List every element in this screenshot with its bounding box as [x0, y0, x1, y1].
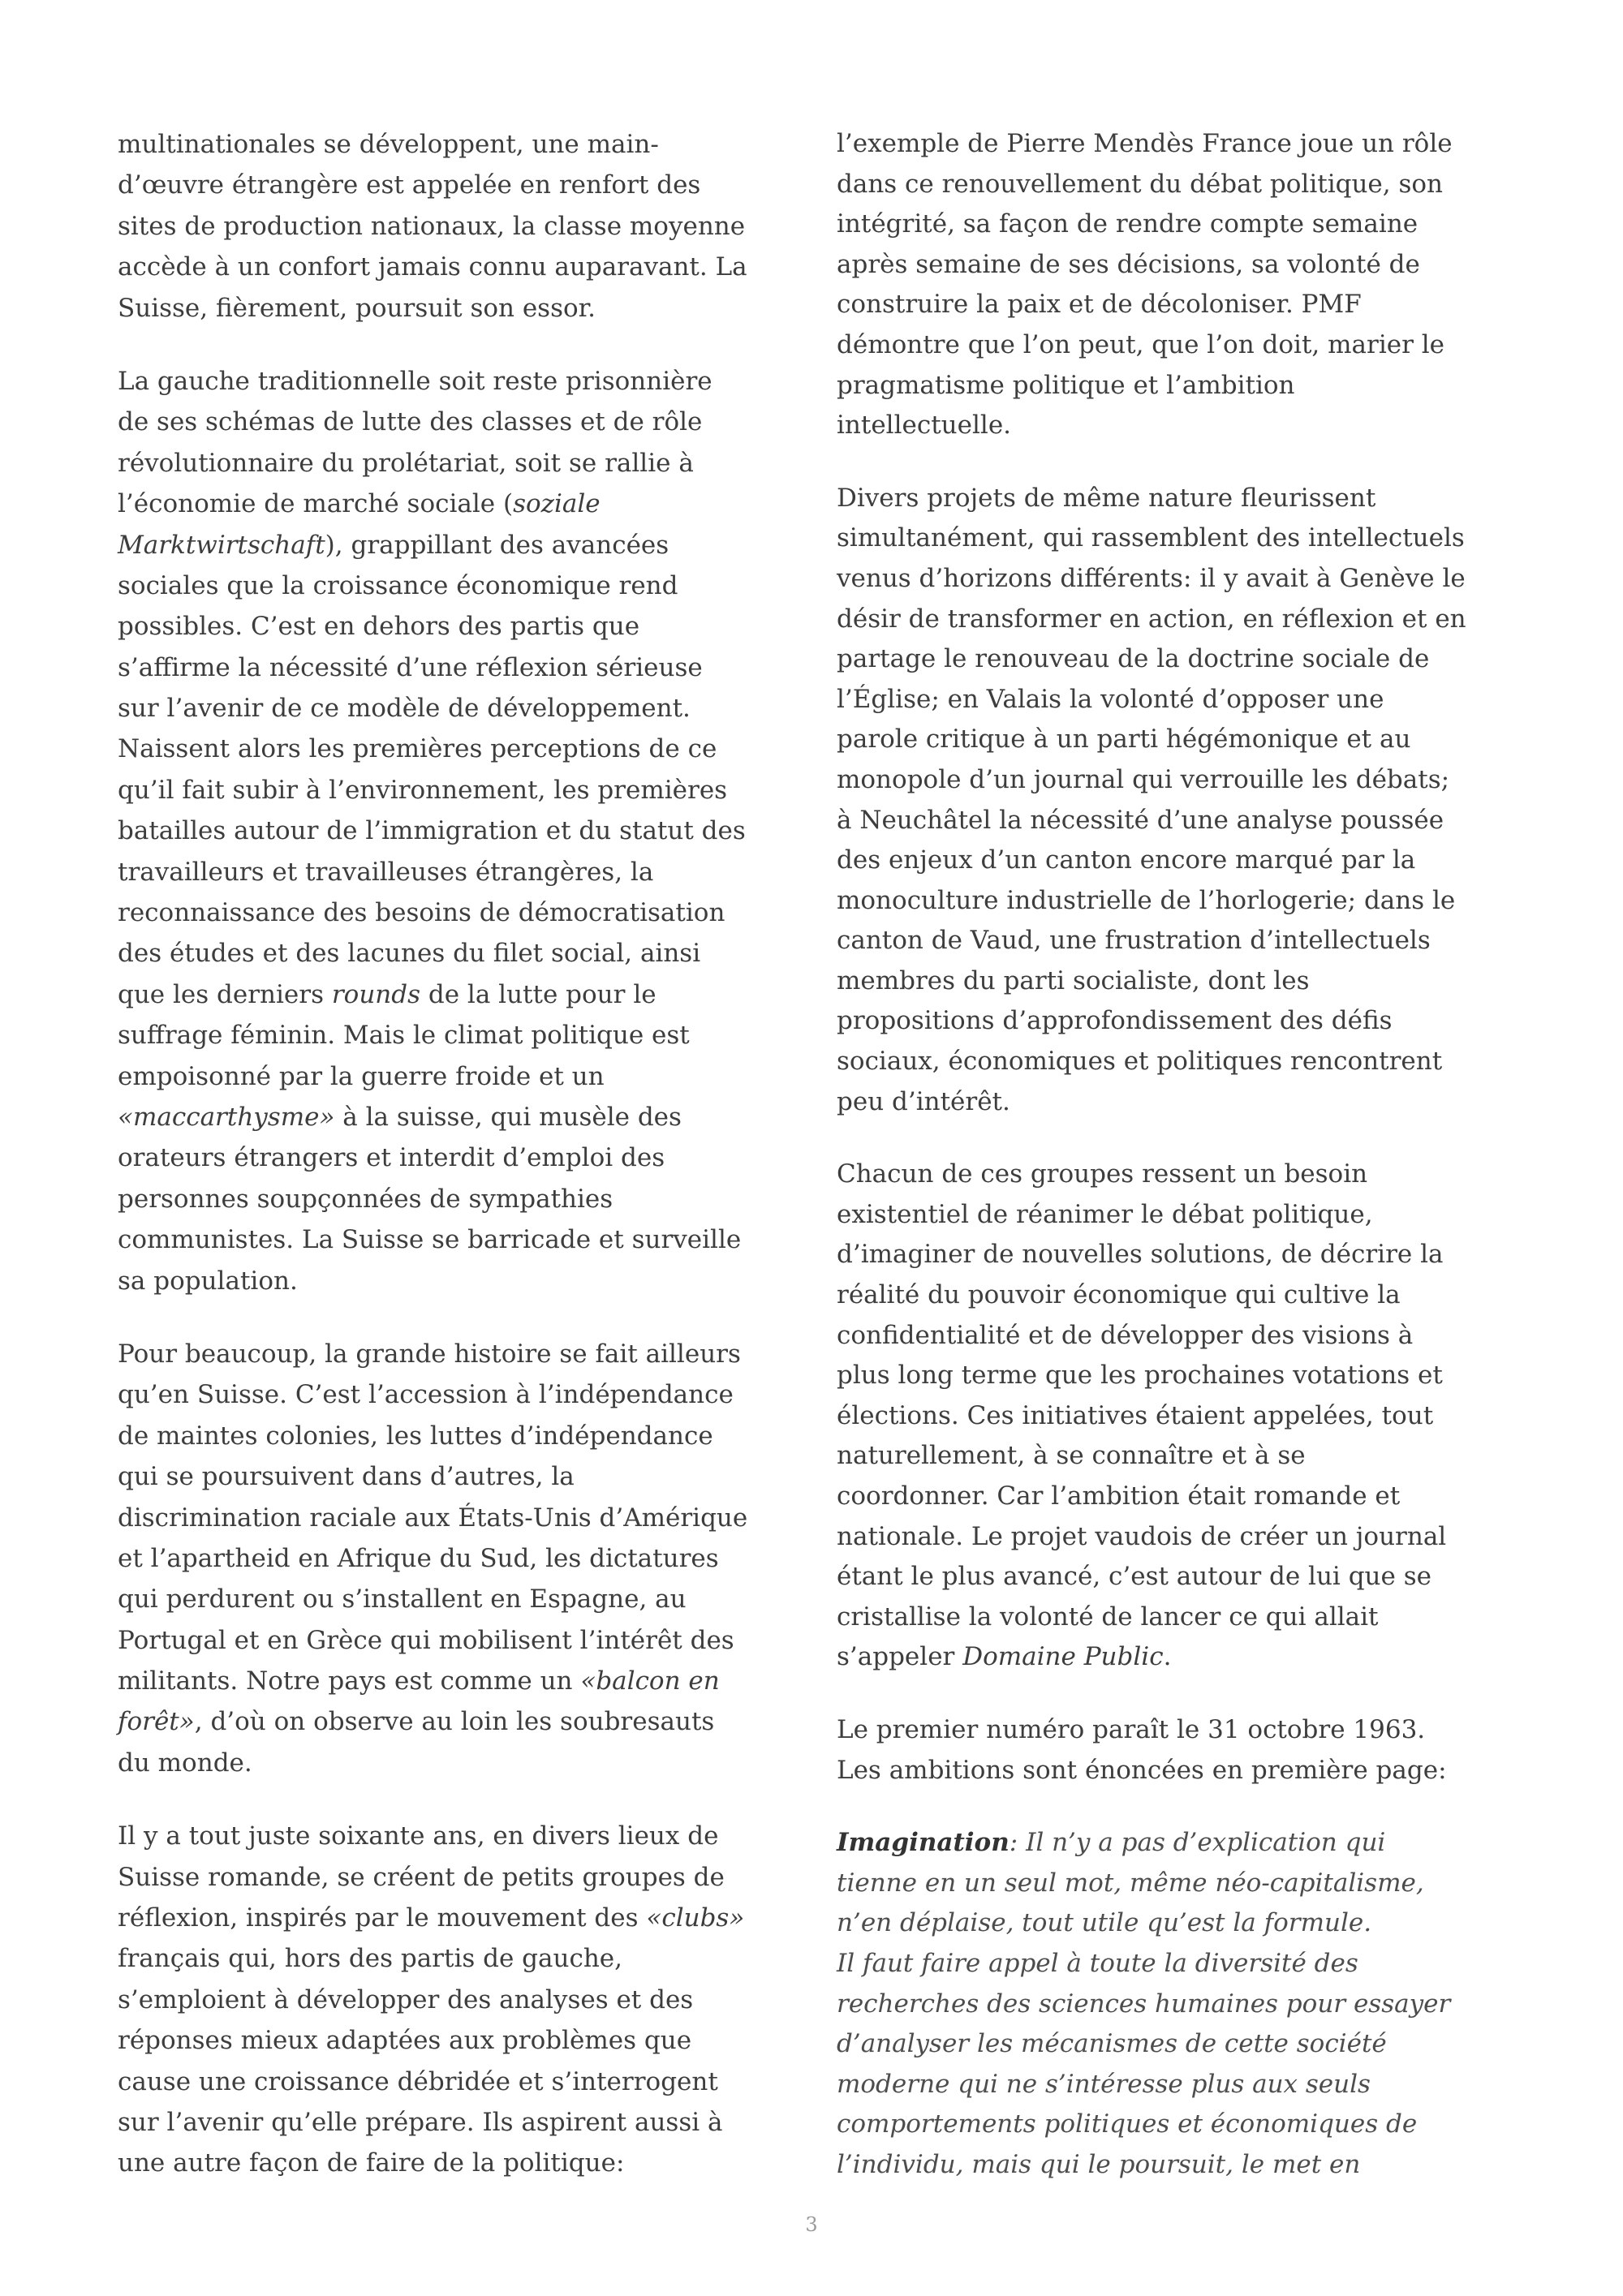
- text-line: qui perdurent ou s’installent en Espagne, au: [118, 1584, 687, 1615]
- text-run: de la lutte pour le: [420, 979, 657, 1009]
- text-line: désir de transformer en action, en réflexion et en: [837, 604, 1466, 634]
- text-line: batailles autour de l’immigration et du statut des: [118, 816, 746, 846]
- italic-text: «clubs»: [646, 1903, 745, 1933]
- text-line: démontre que l’on peut, que l’on doit, marier le: [837, 329, 1445, 359]
- text-line: possibles. C’est en dehors des partis que: [118, 612, 640, 642]
- italic-text: «balcon en: [580, 1666, 720, 1696]
- text-line: partage le renouveau de la doctrine sociale de: [837, 644, 1430, 674]
- text-line: monopole d’un journal qui verrouille les débats;: [837, 764, 1450, 794]
- text-line: des enjeux d’un canton encore marqué par la: [837, 845, 1416, 875]
- text-line: nationale. Le projet vaudois de créer un journal: [837, 1521, 1447, 1551]
- quoted-excerpt: [837, 1823, 1526, 2185]
- text-line: qu’en Suisse. C’est l’accession à l’indépendance: [118, 1380, 734, 1410]
- text-line: de ses schémas de lutte des classes et de rôle: [118, 407, 703, 437]
- text-line: du monde.: [118, 1748, 252, 1778]
- text-line: moderne qui ne s’intéresse plus aux seuls: [837, 2069, 1371, 2099]
- text-run: s’appeler: [837, 1642, 963, 1672]
- text-line: à Neuchâtel la nécessité d’une analyse poussée: [837, 805, 1444, 835]
- text-line: dans ce renouvellement du débat politique, son: [837, 169, 1444, 199]
- text-line: Portugal et en Grèce qui mobilisent l’intérêt des: [118, 1625, 734, 1655]
- text-line: parole critique à un parti hégémonique et au: [837, 724, 1411, 755]
- text-line: Naissent alors les premières perceptions de ce: [118, 734, 717, 764]
- text-line: l’exemple de Pierre Mendès France joue un rôle: [837, 129, 1453, 158]
- text-run: .: [1163, 1642, 1172, 1672]
- text-line: recherches des sciences humaines pour essayer: [837, 1989, 1451, 2019]
- text-line: révolutionnaire du prolétariat, soit se rallie à: [118, 448, 694, 478]
- text-line: [837, 1823, 1526, 1864]
- text-line: Pour beaucoup, la grande histoire se fait ailleurs: [118, 1339, 741, 1369]
- text-run: , d’où on observe au loin les soubresauts: [194, 1707, 715, 1737]
- text-line: cristallise la volonté de lancer ce qui allait: [837, 1602, 1379, 1632]
- text-line: simultanément, qui rassemblent des intellectuels: [837, 523, 1465, 553]
- text-line: cause une croissance débridée et s’interrogent: [118, 2066, 718, 2096]
- text-line: une autre façon de faire de la politique:: [118, 2148, 625, 2178]
- text-line: propositions d’approfondissement des défis: [837, 1006, 1393, 1036]
- text-line: d’analyser les mécanismes de cette société: [837, 2029, 1387, 2059]
- text-line: qui se poursuivent dans d’autres, la: [118, 1462, 575, 1492]
- text-line: élections. Ces initiatives étaient appelées, tout: [837, 1400, 1434, 1430]
- text-line: et l’apartheid en Afrique du Sud, les dictatures: [118, 1543, 719, 1573]
- paragraph: [837, 1710, 1526, 1791]
- text-line: n’en déplaise, tout utile qu’est la formule.: [837, 1908, 1372, 1938]
- text-line: étant le plus avancé, c’est autour de lui que se: [837, 1562, 1431, 1592]
- text-line: plus long terme que les prochaines votations et: [837, 1361, 1443, 1391]
- text-run: à la suisse, qui musèle des: [334, 1102, 682, 1132]
- text-line: sociales que la croissance économique rend: [118, 570, 678, 600]
- text-line: l’Église; en Valais la volonté d’opposer une: [837, 684, 1384, 714]
- text-line: monoculture industrielle de l’horlogerie; dans le: [837, 885, 1456, 915]
- left-column: [118, 124, 799, 2184]
- text-line: tienne en un seul mot, même néo-capitalisme,: [837, 1868, 1424, 1898]
- text-line: construire la paix et de décoloniser. PMF: [837, 290, 1362, 320]
- paragraph: [837, 124, 1526, 446]
- italic-text: Domaine Public: [962, 1642, 1164, 1672]
- text-run: : Il n’y a pas d’explication qui: [1009, 1828, 1386, 1858]
- text-line: Le premier numéro paraît le 31 octobre 1963.: [837, 1714, 1426, 1744]
- text-line: [118, 974, 799, 1015]
- text-line: venus d’horizons différents: il y avait à Genève le: [837, 563, 1466, 593]
- paragraph: [118, 361, 799, 1301]
- text-line: [118, 1097, 799, 1137]
- text-line: Suisse romande, se créent de petits groupes de: [118, 1862, 725, 1892]
- text-line: Divers projets de même nature fleurissent: [837, 483, 1376, 513]
- paragraph: [118, 1334, 799, 1783]
- text-run: que les derniers: [118, 979, 332, 1009]
- text-line: travailleurs et travailleuses étrangères, la: [118, 857, 654, 887]
- paragraph: [837, 1154, 1526, 1678]
- text-line: discrimination raciale aux États-Unis d’Amérique: [118, 1503, 748, 1533]
- text-line: [118, 1701, 799, 1742]
- text-line: coordonner. Car l’ambition était romande et: [837, 1481, 1401, 1511]
- paragraph: [118, 124, 799, 329]
- text-run: l’économie de marché sociale (: [118, 489, 514, 519]
- text-line: Chacun de ces groupes ressent un besoin: [837, 1159, 1368, 1189]
- text-line: intégrité, sa façon de rendre compte semaine: [837, 209, 1419, 239]
- text-line: français qui, hors des partis de gauche,: [118, 1944, 622, 1974]
- text-line: suffrage féminin. Mais le climat politique est: [118, 1021, 690, 1051]
- italic-text: soziale: [513, 489, 601, 519]
- text-line: qu’il fait subir à l’environnement, les premières: [118, 775, 728, 805]
- text-line: Les ambitions sont énoncées en première page:: [837, 1755, 1447, 1785]
- text-line: Suisse, fièrement, poursuit son essor.: [118, 293, 596, 323]
- paragraph: [837, 479, 1526, 1123]
- text-line: empoisonné par la guerre froide et un: [118, 1061, 605, 1091]
- italic-text: «maccarthysme»: [118, 1102, 335, 1132]
- text-line: s’affirme la nécessité d’une réflexion sérieuse: [118, 652, 703, 682]
- text-line: [118, 525, 799, 565]
- text-run: réflexion, inspirés par le mouvement des: [118, 1903, 647, 1933]
- text-line: La gauche traditionnelle soit reste prisonnière: [118, 366, 712, 396]
- italic-text: forêt»: [118, 1707, 195, 1737]
- text-line: comportements politiques et économiques de: [837, 2109, 1418, 2139]
- text-line: personnes soupçonnées de sympathies: [118, 1184, 613, 1214]
- text-line: réponses mieux adaptées aux problèmes que: [118, 2026, 692, 2056]
- text-line: sociaux, économiques et politiques rencontrent: [837, 1047, 1443, 1077]
- paragraph: [118, 1816, 799, 2184]
- text-line: [118, 1661, 799, 1701]
- text-run: militants. Notre pays est comme un: [118, 1666, 581, 1696]
- text-line: de maintes colonies, les luttes d’indépendance: [118, 1421, 713, 1451]
- text-line: peu d’intérêt.: [837, 1086, 1010, 1116]
- text-line: s’emploient à développer des analyses et des: [118, 1984, 694, 2014]
- text-line: Il y a tout juste soixante ans, en divers lieux de: [118, 1821, 719, 1851]
- text-line: [837, 1637, 1526, 1678]
- text-line: d’imaginer de nouvelles solutions, de décrire la: [837, 1240, 1444, 1270]
- bold-text: Imagination: [837, 1828, 1010, 1858]
- text-line: sur l’avenir qu’elle prépare. Ils aspirent aussi à: [118, 2107, 723, 2137]
- text-line: intellectuelle.: [837, 411, 1012, 441]
- text-line: existentiel de réanimer le débat politique,: [837, 1199, 1373, 1229]
- text-line: sur l’avenir de ce modèle de développement.: [118, 694, 691, 724]
- text-line: des études et des lacunes du filet social, ainsi: [118, 939, 701, 969]
- text-line: communistes. La Suisse se barricade et surveille: [118, 1225, 742, 1255]
- text-line: d’œuvre étrangère est appelée en renfort des: [118, 170, 701, 200]
- text-line: [118, 484, 799, 524]
- text-line: naturellement, à se connaître et à se: [837, 1441, 1306, 1471]
- text-line: réalité du pouvoir économique qui cultive la: [837, 1280, 1401, 1310]
- text-line: après semaine de ses décisions, sa volonté de: [837, 249, 1420, 279]
- text-line: multinationales se développent, une main-: [118, 130, 659, 159]
- text-line: orateurs étrangers et interdit d’emploi des: [118, 1143, 665, 1173]
- right-column: [837, 124, 1526, 2186]
- text-line: sa population.: [118, 1266, 298, 1296]
- text-line: Il faut faire appel à toute la diversité des: [837, 1948, 1358, 1978]
- text-line: sites de production nationaux, la classe moyenne: [118, 211, 746, 241]
- text-line: reconnaissance des besoins de démocratisation: [118, 898, 725, 928]
- text-line: confidentialité et de développer des visions à: [837, 1320, 1414, 1350]
- text-line: accède à un confort jamais connu auparavant. La: [118, 252, 747, 282]
- text-line: [118, 1898, 799, 1938]
- page-number: 3: [805, 2213, 818, 2236]
- italic-text: Marktwirtschaft: [118, 530, 325, 560]
- text-line: membres du parti socialiste, dont les: [837, 965, 1310, 995]
- text-run: ), grappillant des avancées: [325, 530, 669, 560]
- italic-text: rounds: [331, 979, 421, 1009]
- text-line: canton de Vaud, une frustration d’intellectuels: [837, 926, 1431, 956]
- text-line: l’individu, mais qui le poursuit, le met en: [837, 2149, 1361, 2179]
- text-line: pragmatisme politique et l’ambition: [837, 370, 1295, 400]
